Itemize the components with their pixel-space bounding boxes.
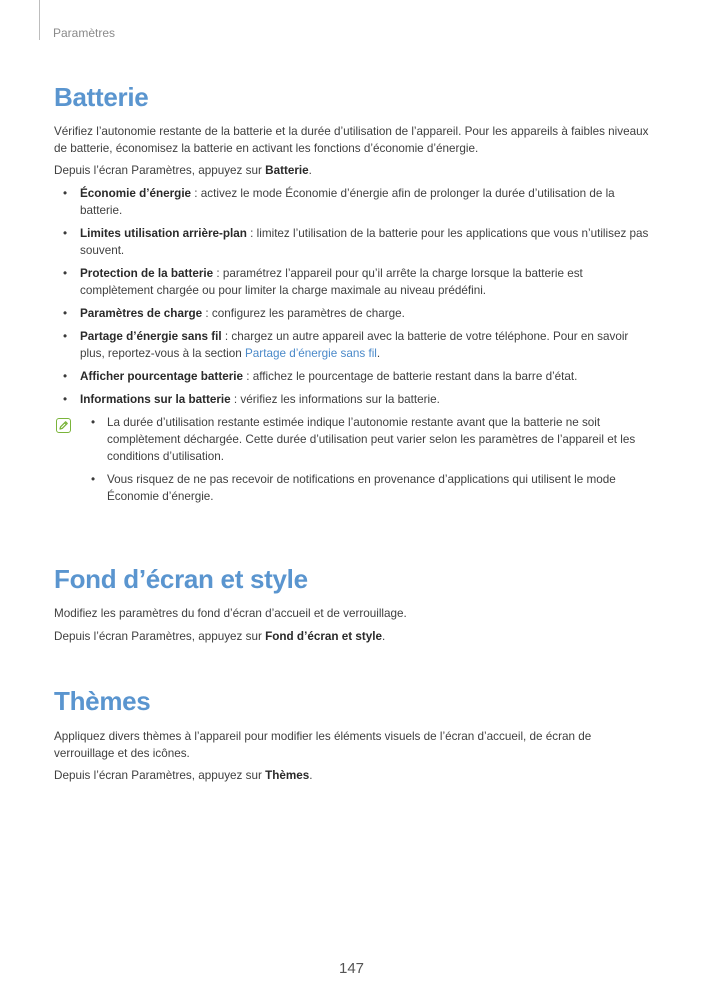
- batterie-path-target: Batterie: [265, 164, 309, 177]
- section-fond-ecran: [54, 564, 654, 645]
- note-item: • Vous risquez de ne pas recevoir de notifications en provenance d’applications qui utilisent le mode Économie d’énergie.: [54, 471, 654, 505]
- page-number: 147: [338, 960, 365, 977]
- section-title-fond-ecran: Fond d’écran et style: [54, 564, 308, 594]
- section-title-themes: Thèmes: [54, 686, 151, 716]
- section-themes: [54, 686, 654, 784]
- list-item: • Paramètres de charge : configurez les paramètres de charge.: [54, 305, 654, 322]
- list-item: • Économie d’énergie : activez le mode Économie d’énergie afin de prolonger la durée d’utilisation de la batterie.: [54, 185, 654, 219]
- fond-path: Depuis l’écran Paramètres, appuyez sur Fond d’écran et style.: [54, 630, 386, 643]
- note-item: • La durée d’utilisation restante estimée indique l’autonomie restante avant que la batterie ne soit complètement déchargée. Cette durée d’utilisation peut varier selon les paramètres de l’appareil et les conditions d’utilisation.: [54, 414, 654, 465]
- list-item: • Informations sur la batterie : vérifiez les informations sur la batterie.: [54, 391, 654, 408]
- batterie-path: Depuis l’écran Paramètres, appuyez sur Batterie.: [54, 164, 312, 177]
- header-rule: [39, 0, 40, 40]
- list-item: • Protection de la batterie : paramétrez l’appareil pour qu’il arrête la charge lorsque la batterie est complètement chargée ou pour limiter la charge maximale au niveau prédéfini.: [54, 265, 654, 299]
- note-box: [54, 414, 654, 505]
- list-item: • Limites utilisation arrière-plan : limitez l’utilisation de la batterie pour les applications que vous n’utilisez pas souvent.: [54, 225, 654, 259]
- running-header: Paramètres: [53, 26, 116, 40]
- fond-intro: Modifiez les paramètres du fond d’écran d’accueil et de verrouillage.: [54, 607, 407, 620]
- note-list: [54, 414, 654, 505]
- section-title-batterie: Batterie: [54, 82, 149, 112]
- batterie-intro: Vérifiez l’autonomie restante de la batterie et la durée d’utilisation de l’appareil. Pour les appareils à faibles niveaux de batterie, économisez la batterie en activant les fonctions d’économie d’énergie.: [54, 125, 649, 155]
- themes-path-target: Thèmes: [265, 769, 310, 782]
- themes-path: Depuis l’écran Paramètres, appuyez sur Thèmes.: [54, 769, 313, 782]
- themes-intro: Appliquez divers thèmes à l’appareil pour modifier les éléments visuels de l’écran d’accueil, de écran de verrouillage et des icônes.: [54, 730, 592, 760]
- list-item: • Partage d’énergie sans fil : chargez un autre appareil avec la batterie de votre téléphone. Pour en savoir plus, reportez-vous à la section Partage d’énergie sans fil.: [54, 328, 654, 362]
- batterie-options-list: [54, 185, 654, 408]
- fond-path-target: Fond d’écran et style: [265, 630, 383, 643]
- list-item: • Afficher pourcentage batterie : affichez le pourcentage de batterie restant dans la barre d’état.: [54, 368, 654, 385]
- section-batterie: [54, 82, 654, 505]
- link-partage-energie[interactable]: Partage d’énergie sans fil: [245, 347, 377, 360]
